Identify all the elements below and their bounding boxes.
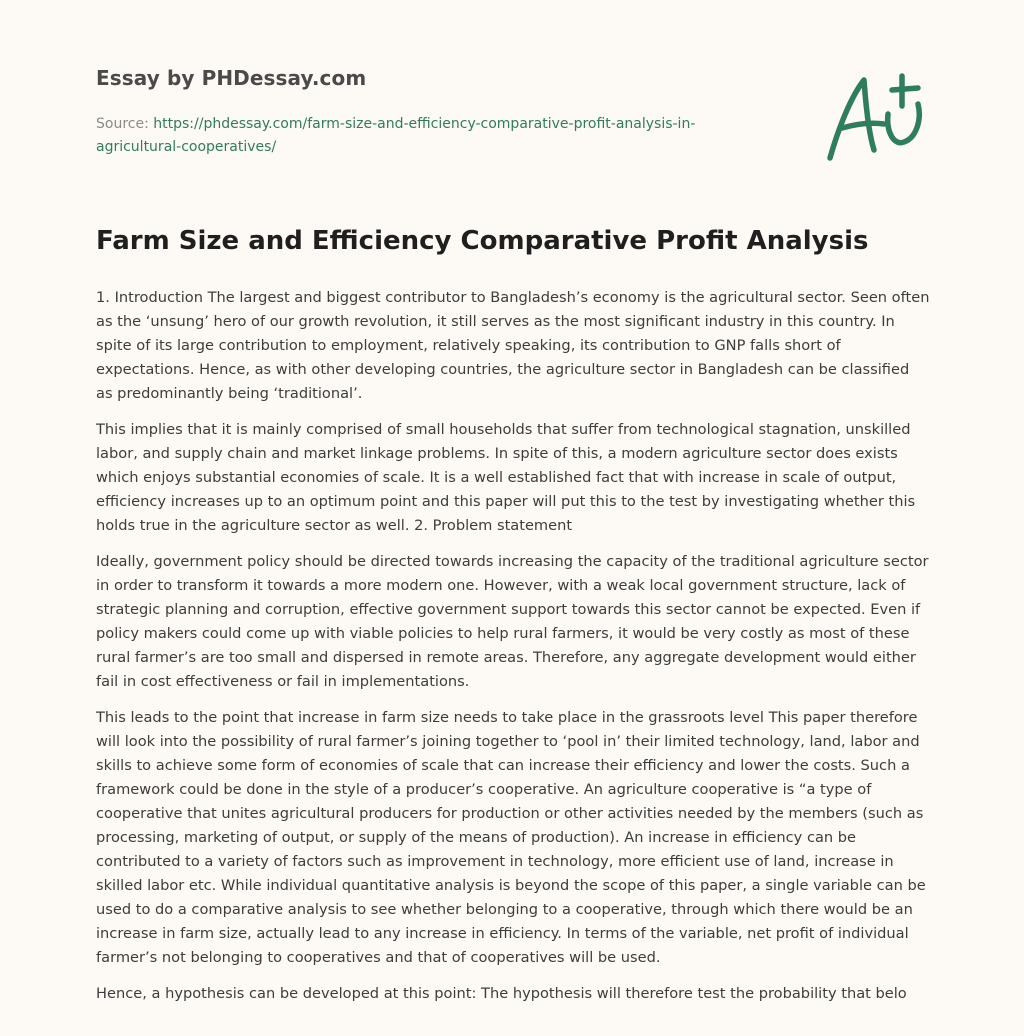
source-line (96, 113, 756, 159)
article-paragraph: This implies that it is mainly comprised of small households that suffer from technological stagnation, unskilled labor, and supply chain and market linkage problems. In spite of this, a modern agriculture sector does exists which enjoys substantial economies of scale. It is a well established fact that with increase in scale of output, efficiency increases up to an optimum point and this paper will put this to the test by investigating whether this holds true in the agriculture sector as well. 2. Problem statement (96, 421, 916, 534)
a-plus-logo-icon (822, 68, 932, 164)
article-paragraph: This leads to the point that increase in farm size needs to take place in the grassroots level This paper therefore will look into the possibility of rural farmer’s joining together to ‘pool in’ their limited technology, land, labor and skills to achieve some form of economies of scale that can increase their efficiency and lower the costs. Such a framework could be done in the style of a producer’s cooperative. An agriculture cooperative is “a type of cooperative that unites agricultural producers for production or other activities needed by the members (such as processing, marketing of output, or supply of the means of production). An increase in efficiency can be contributed to a variety of factors such as improvement in technology, more efficient use of land, increase in skilled labor etc. While individual quantitative analysis is beyond the scope of this paper, a single variable can be used to do a comparative analysis to see whether belonging to a cooperative, through which there would be an increase in farm size, actually lead to any increase in efficiency. In terms of the variable, net profit of individual farmer’s not belonging to cooperatives and that of cooperatives will be used. (96, 709, 926, 966)
brand-title: Essay by PHDessay.com (96, 66, 367, 90)
source-link[interactable]: https://phdessay.com/farm-size-and-efficiency-comparative-profit-analysis-in-agricultural-cooperatives/ (96, 116, 696, 155)
article-body (96, 286, 930, 1018)
article-title: Farm Size and Efficiency Comparative Profit Analysis (96, 226, 869, 256)
article-paragraph: 1. Introduction The largest and biggest contributor to Bangladesh’s economy is the agricultural sector. Seen often as the ‘unsung’ hero of our growth revolution, it still serves as the most significant industry in this country. In spite of its large contribution to employment, relatively speaking, its contribution to GNP falls short of expectations. Hence, as with other developing countries, the agriculture sector in Bangladesh can be classified as predominantly being ‘traditional’. (96, 289, 930, 402)
source-label: Source: (96, 116, 149, 132)
article-paragraph: Hence, a hypothesis can be developed at this point: The hypothesis will therefore test the probability that belo (96, 985, 907, 1002)
article-paragraph: Ideally, government policy should be directed towards increasing the capacity of the traditional agriculture sector in order to transform it towards a more modern one. However, with a weak local government structure, lack of strategic planning and corruption, effective government support towards this sector cannot be expected. Even if policy makers could come up with viable policies to help rural farmers, it would be very costly as most of these rural farmer’s are too small and dispersed in remote areas. Therefore, any aggregate development would either fail in cost effectiveness or fail in implementations. (96, 553, 929, 690)
